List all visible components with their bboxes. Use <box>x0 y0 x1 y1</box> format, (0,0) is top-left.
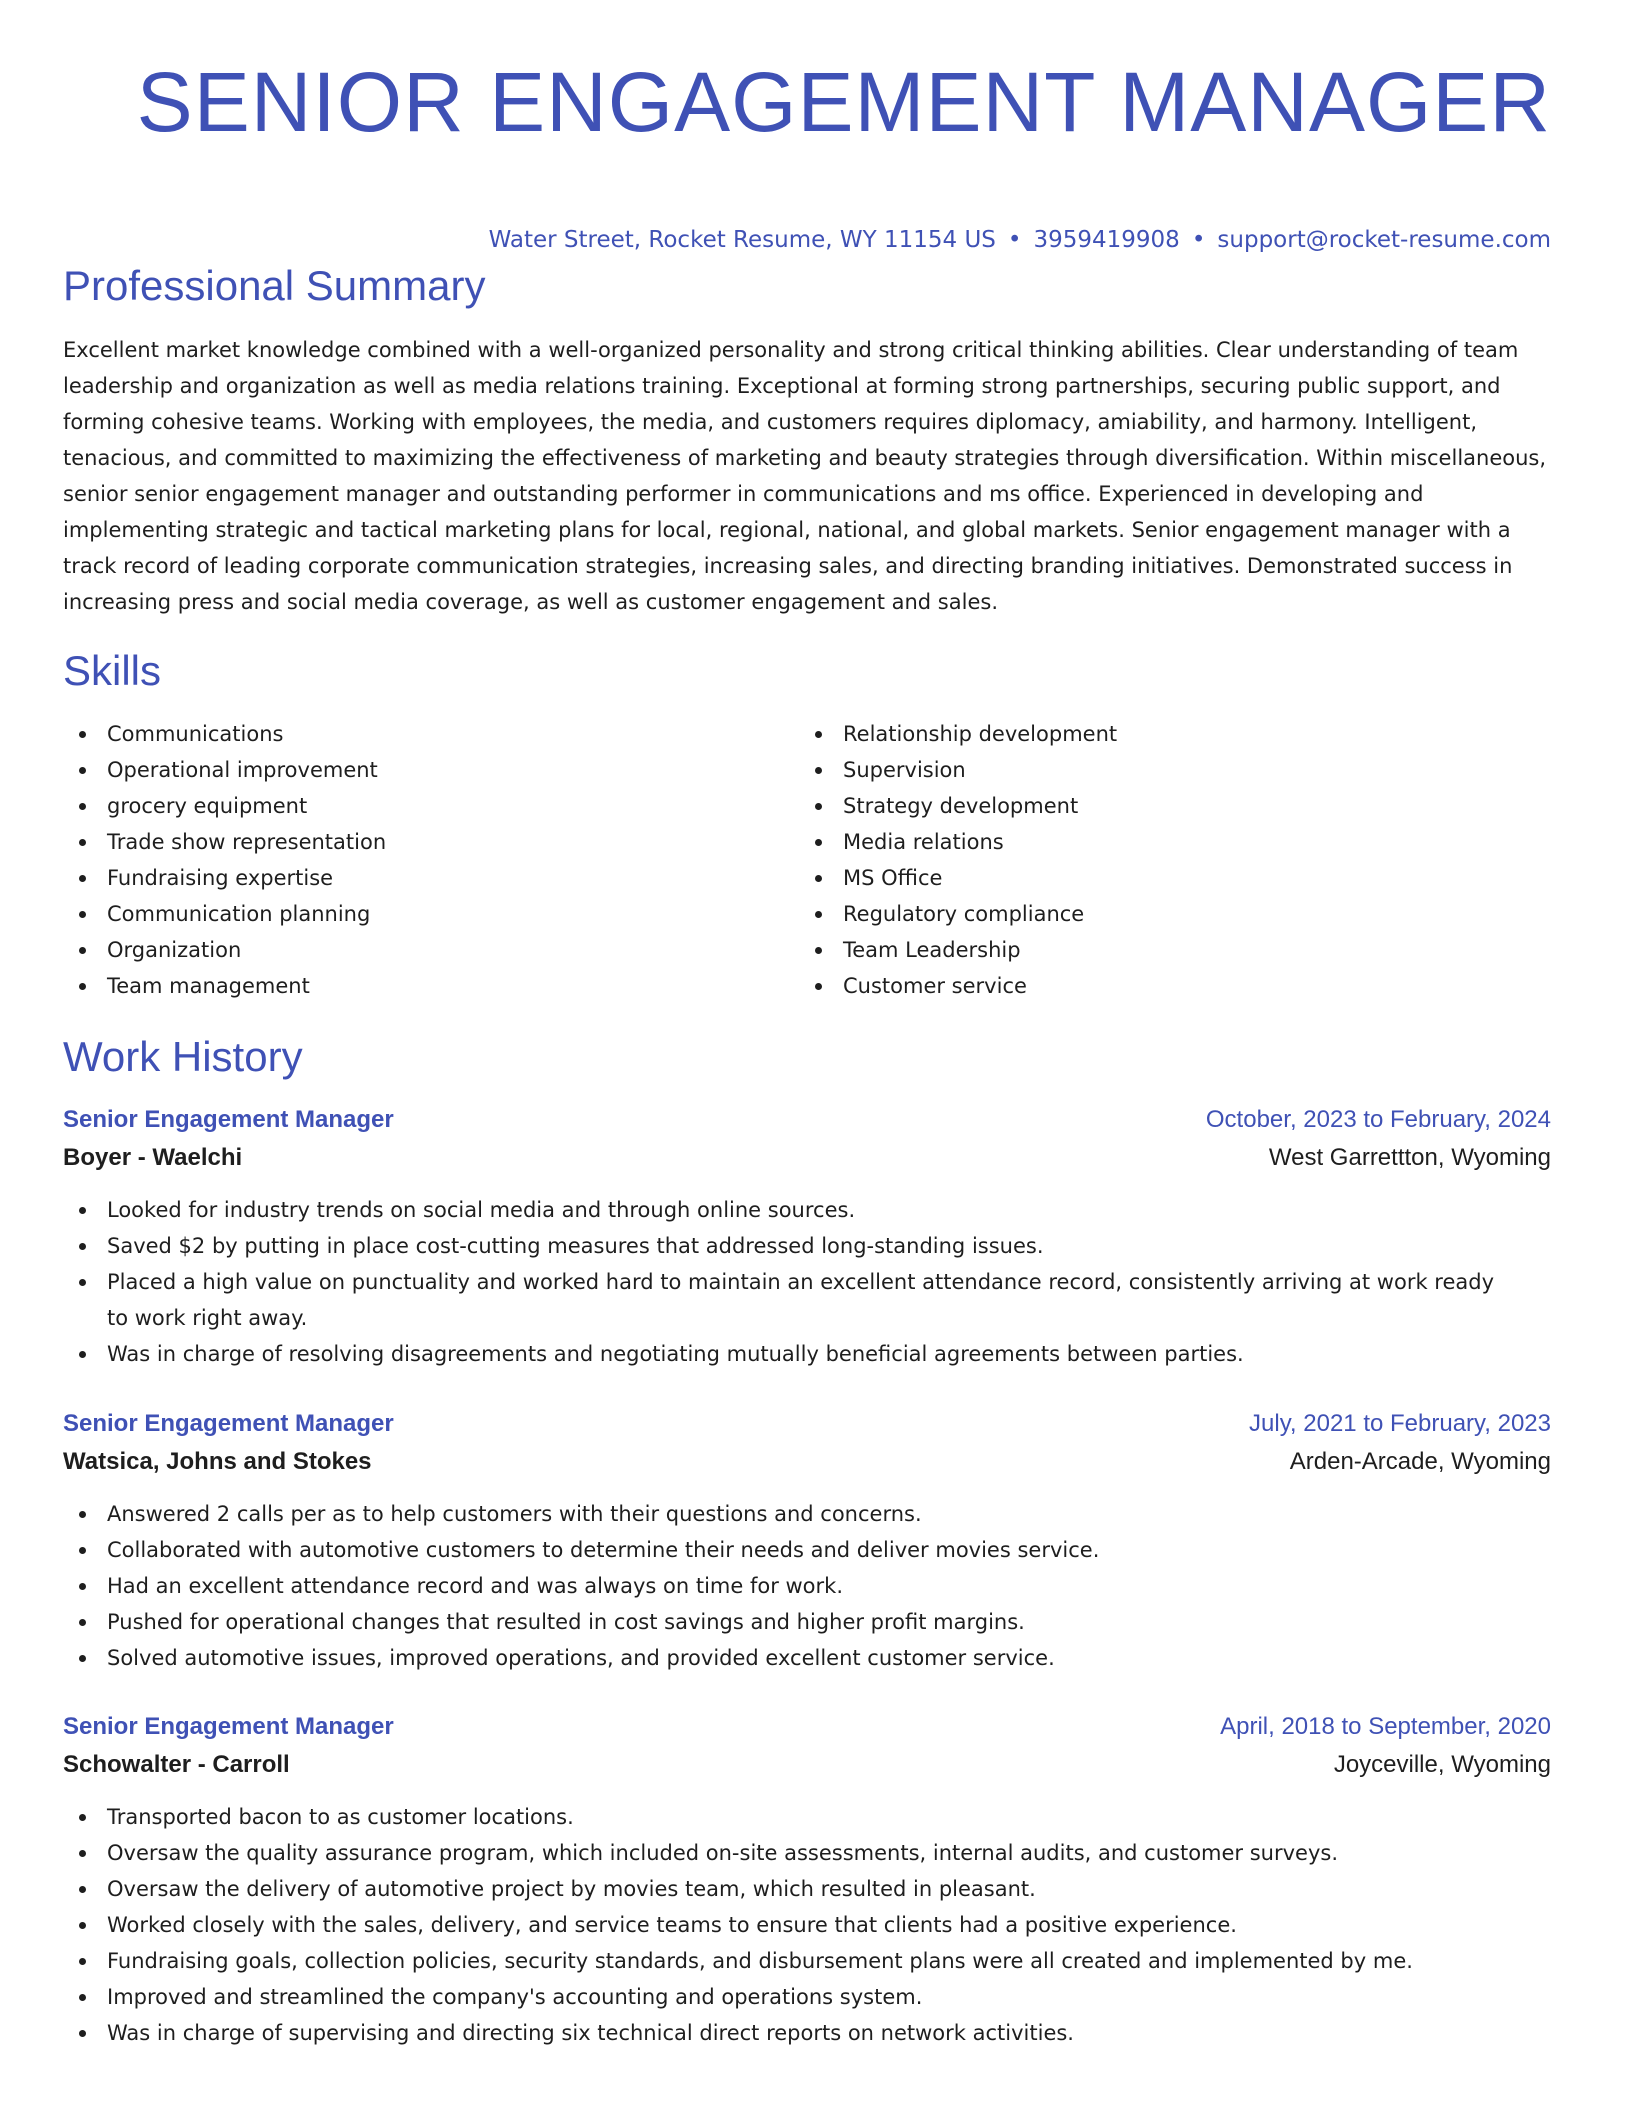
skill-item: Operational improvement <box>63 752 386 788</box>
list-item: Saved $2 by putting in place cost-cutting measures that addressed long-standing issues. <box>63 1228 1551 1264</box>
job-bullets <box>63 1192 1551 1372</box>
skill-item: Team management <box>63 968 386 1004</box>
job-dates: April, 2018 to September, 2020 <box>1220 1713 1551 1740</box>
list-item: Oversaw the delivery of automotive project by movies team, which resulted in pleasant. <box>63 1871 1551 1907</box>
skill-item: MS Office <box>799 860 1117 896</box>
skill-item: Communications <box>63 716 386 752</box>
job-entry <box>63 1709 1551 2051</box>
section-heading-skills: Skills <box>63 647 162 694</box>
skill-item: Trade show representation <box>63 824 386 860</box>
skill-item: Customer service <box>799 968 1117 1004</box>
list-item: Was in charge of resolving disagreements and negotiating mutually beneficial agreements between parties. <box>63 1336 1551 1372</box>
job-dates: July, 2021 to February, 2023 <box>1249 1410 1551 1437</box>
skill-item: grocery equipment <box>63 788 386 824</box>
skill-item: Fundraising expertise <box>63 860 386 896</box>
list-item: Pushed for operational changes that resulted in cost savings and higher profit margins. <box>63 1604 1551 1640</box>
skill-item: Communication planning <box>63 896 386 932</box>
job-title: Senior Engagement Manager <box>63 1410 394 1437</box>
job-subheader <box>63 1444 1551 1482</box>
list-item: Was in charge of supervising and directing six technical direct reports on network activities. <box>63 2015 1551 2051</box>
job-location: West Garrettton, Wyoming <box>1268 1144 1551 1171</box>
job-subheader <box>63 1140 1551 1178</box>
job-dates: October, 2023 to February, 2024 <box>1205 1106 1551 1133</box>
skill-item: Strategy development <box>799 788 1117 824</box>
list-item: Improved and streamlined the company's accounting and operations system. <box>63 1979 1551 2015</box>
summary-paragraph: Excellent market knowledge combined with a well-organized personality and strong critical thinking abilities. Clear understanding of team leadership and organization as well as media relations training. Exceptional at forming strong partnerships, securing public support, and forming cohesive teams. Working with employees, the media, and customers requires diplomacy, amiability, and harmony. Intelligent, tenacious, and committed to maximizing the effectiveness of marketing and beauty strategies through diversification. Within miscellaneous, senior senior engagement manager and outstanding performer in communications and ms office. Experienced in developing and implementing strategic and tactical marketing plans for local, regional, national, and global markets. Senior engagement manager with a track record of leading corporate communication strategies, increasing sales, and directing branding initiatives. Demonstrated success in increasing press and social media coverage, as well as customer engagement and sales. <box>63 338 1547 614</box>
section-heading-work-history: Work History <box>63 1033 303 1080</box>
job-bullets <box>63 1496 1551 1676</box>
job-location: Joyceville, Wyoming <box>1333 1751 1551 1778</box>
list-item: Collaborated with automotive customers to determine their needs and deliver movies service. <box>63 1532 1551 1568</box>
skill-item: Team Leadership <box>799 932 1117 968</box>
job-title: Senior Engagement Manager <box>63 1106 394 1133</box>
list-item: Solved automotive issues, improved operations, and provided excellent customer service. <box>63 1640 1551 1676</box>
list-item: Fundraising goals, collection policies, security standards, and disbursement plans were all created and implemented by me. <box>63 1943 1551 1979</box>
skill-item: Media relations <box>799 824 1117 860</box>
list-item: Transported bacon to as customer locations. <box>63 1799 1551 1835</box>
skills-column-left <box>63 716 386 1004</box>
job-bullets <box>63 1799 1551 2051</box>
phone-text: 3959419908 <box>1033 227 1180 253</box>
job-title: Senior Engagement Manager <box>63 1713 394 1740</box>
job-subheader <box>63 1747 1551 1785</box>
list-item: Worked closely with the sales, delivery, and service teams to ensure that clients had a positive experience. <box>63 1907 1551 1943</box>
address-text: Water Street, Rocket Resume, WY 11154 US <box>488 227 996 253</box>
job-header <box>63 1102 1551 1140</box>
email-text: support@rocket-resume.com <box>1217 227 1551 253</box>
skill-item: Organization <box>63 932 386 968</box>
job-entry <box>63 1406 1551 1676</box>
skill-item: Regulatory compliance <box>799 896 1117 932</box>
contact-line <box>63 224 1551 256</box>
list-item: Placed a high value on punctuality and worked hard to maintain an excellent attendance record, consistently arriving at work ready to work right away. <box>63 1264 1551 1336</box>
list-item: Answered 2 calls per as to help customers with their questions and concerns. <box>63 1496 1551 1532</box>
company-name: Watsica, Johns and Stokes <box>63 1448 372 1475</box>
company-name: Schowalter - Carroll <box>63 1751 290 1778</box>
contact-separator: • <box>1007 227 1022 253</box>
job-header <box>63 1406 1551 1444</box>
list-item: Had an excellent attendance record and was always on time for work. <box>63 1568 1551 1604</box>
job-header <box>63 1709 1551 1747</box>
resume-header <box>63 52 1551 256</box>
skill-item: Relationship development <box>799 716 1117 752</box>
company-name: Boyer - Waelchi <box>63 1144 243 1171</box>
list-item: Oversaw the quality assurance program, which included on-site assessments, internal audits, and customer surveys. <box>63 1835 1551 1871</box>
skills-column-right <box>799 716 1117 1004</box>
job-location: Arden-Arcade, Wyoming <box>1289 1448 1551 1475</box>
skills-list <box>63 716 1551 1006</box>
skill-item: Supervision <box>799 752 1117 788</box>
list-item: Looked for industry trends on social media and through online sources. <box>63 1192 1551 1228</box>
section-heading-summary: Professional Summary <box>63 262 486 309</box>
job-entry <box>63 1102 1551 1372</box>
contact-separator: • <box>1191 227 1206 253</box>
candidate-title: SENIOR ENGAGEMENT MANAGER <box>136 55 1551 149</box>
